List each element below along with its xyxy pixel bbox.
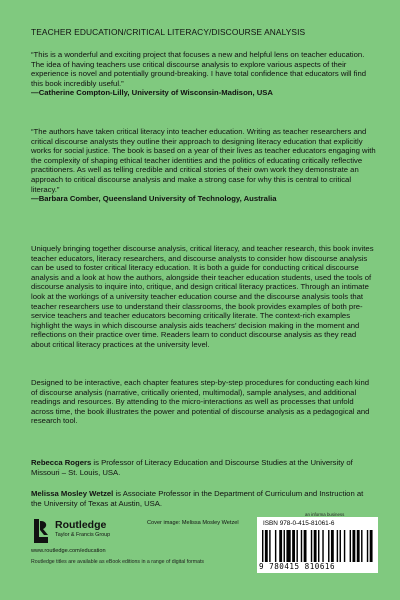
endorsement [31,50,376,98]
author-bio-text: is Professor of Literacy Education and Discourse Studies at the University of Missouri – St. Louis, USA. [31,458,353,477]
description-paragraph: Uniquely bringing together discourse analysis, critical literacy, and teacher research, this book invites teacher educators, literacy researchers, and discourse analysts to consider how discourse analysis can be used to foster critical literacy education. It is both a guide for conducting critical discourse analysis and a look at how the authors, alongside their teacher education students, used the tools of discourse analysis to inquire into, critique, and design critical literacy practices. Through an intimate look at the workings of a university teacher education course and the discourse analysis tools that teacher researchers use to understand their classrooms, the book provides examples of both pre-service teachers and teacher educators becoming critically literate. The context-rich examples highlight the ways in which discourse analysis aids teachers’ decision making in the moment and reflections on their practice over time. Readers learn to conduct discourse analysis as they read about critical literacy practices at the university level. [31,244,374,349]
barcode-digits: 9 780415 810616 [259,562,336,571]
informa-tagline: an informa business [305,512,345,517]
author-name: Rebecca Rogers [31,458,92,467]
isbn-label: ISBN 978-0-415-81061-6 [263,520,335,527]
author-bio [31,489,376,508]
endorsement-quote: “The authors have taken critical literacy into teacher education. Writing as teacher researchers and critical discourse analysts they outline their approach to designing literacy education that explicitly works for social justice. The book is based on a year of their lives as teacher educators engaging with the complexity of shaping ethical teacher identities and the politics of educating critically reflective practitioners. As well as telling credible and critical stories of their own work they demonstrate an approach to critical discourse analysis and make a strong case for why this is central to critical literacy.” [31,127,376,194]
endorsement-quote: “This is a wonderful and exciting project that focuses a new and helpful lens on teacher education. The idea of having teachers use critical discourse analysis to explore various aspects of their experience is novel and potentially ground-breaking. I have total confidence that educators will find this book incredibly useful.” [31,50,367,88]
publisher-name: Routledge [55,519,107,531]
endorsement-attribution: —Barbara Comber, Queensland University of Technology, Australia [31,194,277,204]
publisher-website: www.routledge.com/education [31,548,106,554]
series-heading: TEACHER EDUCATION/CRITICAL LITERACY/DISCOURSE ANALYSIS [31,27,306,37]
author-bio-text: is Associate Professor in the Department of Curriculum and Instruction at the University of Texas at Austin, USA. [31,489,364,508]
ebook-note: Routledge titles are available as eBook editions in a range of digital formats [31,559,205,565]
endorsement [31,127,376,204]
isbn-box [257,517,378,573]
publisher-group: Taylor & Francis Group [55,532,111,538]
author-name: Melissa Mosley Wetzel [31,489,114,498]
routledge-logo-icon [31,517,51,545]
endorsement-attribution: —Catherine Compton-Lilly, University of Wisconsin-Madison, USA [31,88,273,98]
barcode [262,530,374,562]
author-bio [31,458,376,477]
publisher-logo [31,517,141,549]
description-paragraph: Designed to be interactive, each chapter features step-by-step procedures for conducting each kind of discourse analysis (narrative, critically oriented, multimodal), sample analyses, and additional readings and resources. By attending to the micro-interactions as well as processes that unfold across time, the book illustrates the power and potential of discourse analysis as a pedagogical and research tool. [31,378,370,426]
cover-credit: Cover image: Melissa Mosley Wetzel [147,520,239,526]
